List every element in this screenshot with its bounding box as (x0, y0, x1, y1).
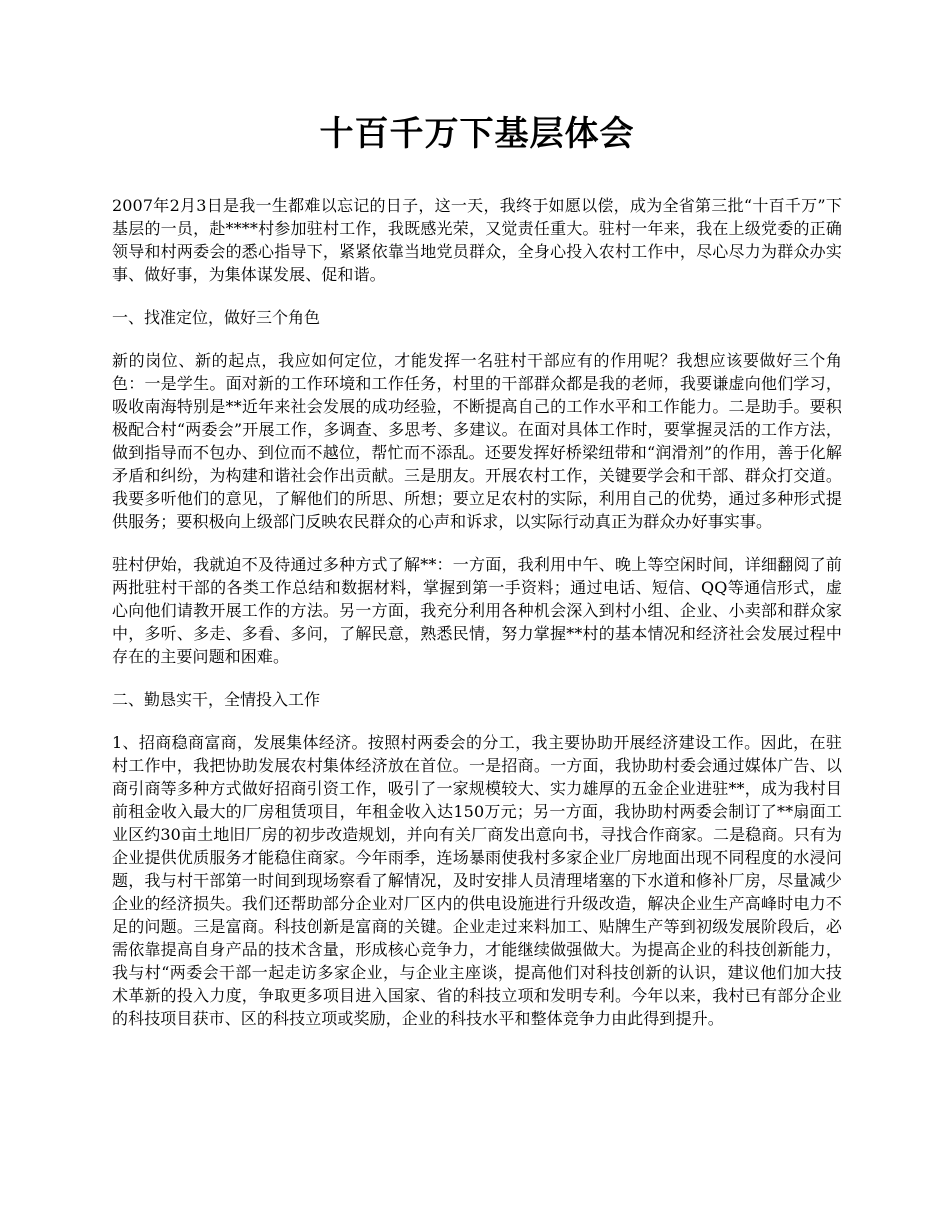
paragraph-three-roles: 新的岗位、新的起点，我应如何定位，才能发挥一名驻村干部应有的作用呢？我想应该要做好三个角色：一是学生。面对新的工作环境和工作任务，村里的干部群众都是我的老师，我要谦虚向他们学习，吸收南海特别是**近年来社会发展的成功经验，不断提高自己的工作水平和工作能力。二是助手。要积极配合村“两委会”开展工作，多调查、多思考、多建议。在面对具体工作时，要掌握灵活的工作方法，做到指导而不包办、到位而不越位，帮忙而不添乱。还要发挥好桥梁纽带和“润滑剂”的作用，善于化解矛盾和纠纷，为构建和谐社会作出贡献。三是朋友。开展农村工作，关键要学会和干部、群众打交道。我要多听他们的意见，了解他们的所思、所想；要立足农村的实际，利用自己的优势，通过多种形式提供服务；要积极向上级部门反映农民群众的心声和诉求，以实际行动真正为群众办好事实事。 (112, 351, 842, 531)
document-title: 十百千万下基层体会 (319, 114, 635, 154)
section-heading-2: 二、勤恳实干，全情投入工作 (112, 690, 321, 709)
document-page (112, 108, 842, 1050)
paragraph-investment: 1、招商稳商富商，发展集体经济。按照村两委会的分工，我主要协助开展经济建设工作。因此，在驻村工作中，我把协助发展农村集体经济放在首位。一是招商。一方面，我协助村委会通过媒体广告、以商引商等多种方式做好招商引资工作，吸引了一家规模较大、实力雄厚的五金企业进驻**，成为我村目前租金收入最大的厂房租赁项目，年租金收入达150万元；另一方面，我协助村两委会制订了**扇面工业区约30亩土地旧厂房的初步改造规划，并向有关厂商发出意向书，寻找合作商家。二是稳商。只有为企业提供优质服务才能稳住商家。今年雨季，连场暴雨使我村多家企业厂房地面出现不同程度的水浸问题，我与村干部第一时间到现场察看了解情况，及时安排人员清理堵塞的下水道和修补厂房，尽量减少企业的经济损失。我们还帮助部分企业对厂区内的供电设施进行升级改造，解决企业生产高峰时电力不足的问题。三是富商。科技创新是富商的关键。企业走过来料加工、贴牌生产等到初级发展阶段后，必需依靠提高自身产品的技术含量，形成核心竞争力，才能继续做强做大。为提高企业的科技创新能力，我与村“两委会干部一起走访多家企业，与企业主座谈，提高他们对科技创新的认识，建议他们加大技术革新的投入力度，争取更多项目进入国家、省的科技立项和发明专利。今年以来，我村已有部分企业的科技项目获市、区的科技立项或奖励，企业的科技水平和整体竞争力由此得到提升。 (112, 733, 842, 1028)
paragraph-intro: 2007年2月3日是我一生都难以忘记的日子，这一天，我终于如愿以偿，成为全省第三批“十百千万”下基层的一员，赴****村参加驻村工作，我既感光荣，又觉责任重大。驻村一年来，我在上级党委的正确领导和村两委会的悉心指导下，紧紧依靠当地党员群众，全身心投入农村工作中，尽心尽力为群众办实事、做好事，为集体谋发展、促和谐。 (112, 196, 842, 284)
paragraph-getting-started: 驻村伊始，我就迫不及待通过多种方式了解**：一方面，我利用中午、晚上等空闲时间，详细翻阅了前两批驻村干部的各类工作总结和数据材料，掌握到第一手资料；通过电话、短信、QQ等通信形式，虚心向他们请教开展工作的方法。另一方面，我充分利用各种机会深入到村小组、企业、小卖部和群众家中，多听、多走、多看、多问，了解民意，熟悉民情，努力掌握**村的基本情况和经济社会发展过程中存在的主要问题和困难。 (112, 555, 842, 666)
section-heading-1: 一、找准定位，做好三个角色 (112, 308, 321, 327)
